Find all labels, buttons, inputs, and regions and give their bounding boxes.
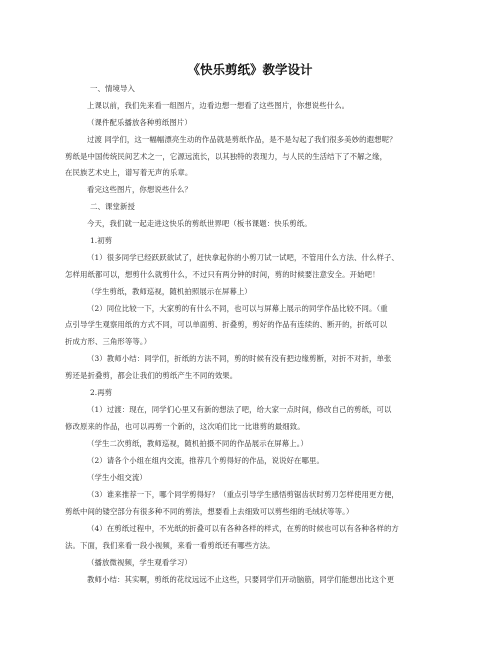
- paragraph-line: （学生剪纸，教师巡视，随机拍照展示在屏幕上）: [87, 287, 252, 296]
- section-heading-intro: 一、情境导入: [90, 84, 135, 93]
- paragraph-line: 修改原来的作品，也可以再剪一个新的，这次咱们比一比谁剪的最细致。: [65, 422, 305, 431]
- document-title: 《快乐剪纸》教学设计: [187, 62, 313, 77]
- paragraph-line: 教师小结：其实啊，剪纸的花纹远远不止这些，只要同学们开动脑筋，同学们能想出比这个更: [87, 575, 395, 584]
- paragraph-line: （课件配乐播放各种剪纸图片）: [87, 118, 192, 127]
- paragraph-line: （1）很多同学已经跃跃欲试了，赶快拿起你的小剪刀试一试吧，不管用什么方法、什么样子、: [87, 253, 399, 262]
- paragraph-line: （2）请各个小组在组内交流，推荐几个剪得好的作品，说说好在哪里。: [87, 456, 325, 465]
- paragraph-line: （学生二次剪纸，教师巡视，随机拍摄不同的作品展示在屏幕上。）: [87, 439, 309, 448]
- subheading-second-cut: 2.再剪: [90, 388, 113, 397]
- paragraph-line: 今天，我们就一起走进这快乐的剪纸世界吧（板书课题：快乐剪纸。: [87, 219, 312, 228]
- paragraph-line: 看完这些图片，你想说些什么？: [87, 185, 192, 194]
- paragraph-line: （4）在剪纸过程中，不光纸的折叠可以有各种各样的样式，在剪的时候也可以有各种各样的方: [87, 524, 399, 533]
- section-heading-new: 二、课堂新授: [90, 202, 135, 211]
- paragraph-line: （播放微视频，学生观看学习）: [87, 558, 192, 567]
- paragraph-line: 剪纸中间的镂空部分有很多种不同的剪法，想要看上去细致可以剪些细的毛绒状等等。）: [65, 507, 354, 516]
- paragraph-line: 法。下面，我们来看一段小视频，来看一看剪纸还有哪些方法。: [65, 541, 275, 550]
- paragraph-line: 剪纸是中国传统民间艺术之一，它源远流长，以其独特的表现力，与人民的生活结下了不解之缘，: [65, 152, 388, 161]
- paragraph-line: （3）谁来推荐一下，哪个同学剪得好？（重点引导学生感悟剪锯齿状时剪刀怎样使用更方便，: [87, 490, 399, 499]
- paragraph-line: 过渡 同学们，这一幅幅漂亮生动的作品就是剪纸作品，是不是勾起了我们很多美妙的遐想呢？: [87, 135, 397, 144]
- paragraph-line: 剪还是折叠剪，都会让我们的剪纸产生不同的效果。: [65, 371, 238, 380]
- paragraph-line: 在民族艺术史上，谱写着无声的乐章。: [65, 168, 193, 177]
- paragraph-line: 折成方形、三角形等等。）: [65, 337, 152, 346]
- paragraph-line: 点引导学生观察用纸的方式不同，可以单面剪、折叠剪，剪好的作品有连续的、断开的，折纸可以: [65, 320, 388, 329]
- paragraph-line: （3）教师小结：同学们，折纸的方法不同，剪的时候有没有把边缘剪断，对折不对折，单张: [87, 354, 392, 363]
- paragraph-line: （2）同位比较一下，大家剪的有什么不同，也可以与屏幕上展示的同学作品比较不同。（重: [87, 304, 388, 313]
- paragraph-line: 上课以前，我们先来看一组图片，边看边想一想看了这些图片，你想说些什么。: [87, 101, 350, 110]
- paragraph-line: 怎样用纸都可以，想剪什么就剪什么，不过只有两分钟的时间，剪的时候要注意安全。开始吧！: [65, 270, 380, 279]
- subheading-first-cut: 1.初剪: [90, 236, 113, 245]
- paragraph-line: （1）过渡：现在，同学们心里又有新的想法了吧，给大家一点时间，修改自己的剪纸，可以: [87, 405, 392, 414]
- paragraph-line: （学生小组交流）: [87, 473, 147, 482]
